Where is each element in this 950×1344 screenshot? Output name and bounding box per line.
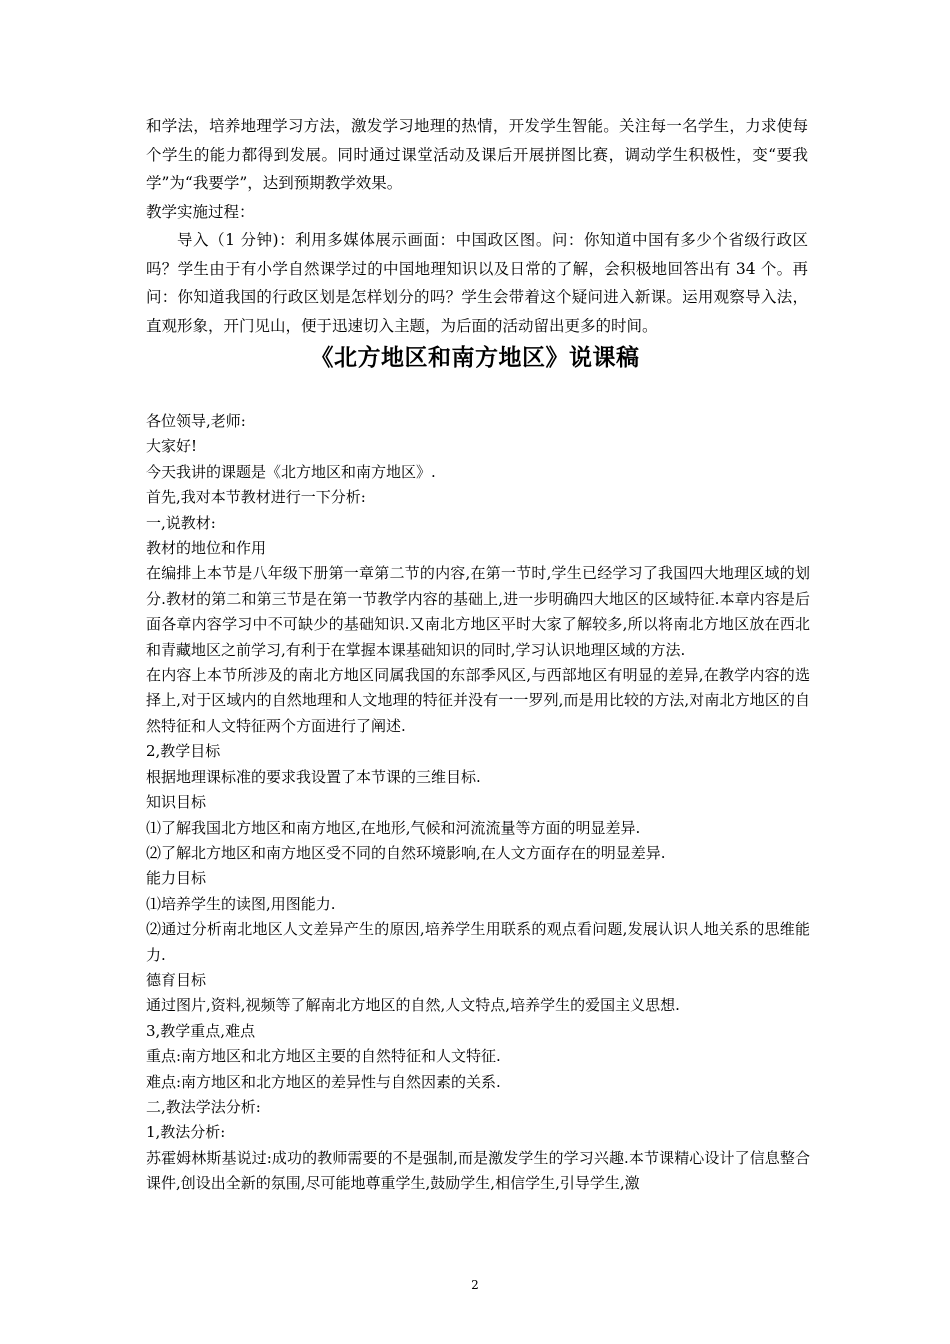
section-heading: 二,教法学法分析: <box>146 1097 261 1116</box>
subsection-heading: 知识目标 <box>146 793 207 812</box>
body-line: 首先,我对本节教材进行一下分析: <box>146 488 366 507</box>
page-number: 2 <box>471 1278 479 1292</box>
body-paragraph: 苏霍姆林斯基说过:成功的教师需要的不是强制,而是激发学生的学习兴趣.本节课精心设计了信息整合课件,创设出全新的氛围,尽可能地尊重学生,鼓励学生,相信学生,引导学生,激 <box>146 1148 810 1193</box>
subsection-heading: 3,教学重点,难点 <box>146 1021 256 1040</box>
body-line: 今天我讲的课题是《北方地区和南方地区》. <box>146 462 436 481</box>
body-paragraph: 在内容上本节所涉及的南北方地区同属我国的东部季风区,与西部地区有明显的差异,在教学内容的选择上,对于区域内的自然地理和人文地理的特征并没有一一罗列,而是用比较的方法,对南北方地区的自然特征和人文特征两个方面进行了阐述. <box>146 666 810 735</box>
intro-section <box>146 112 808 340</box>
body-line: 难点:南方地区和北方地区的差异性与自然因素的关系. <box>146 1072 501 1091</box>
body-line: 大家好! <box>146 437 198 456</box>
body-section <box>146 409 810 1197</box>
list-item: ⑵通过分析南北地区人文差异产生的原因,培养学生用联系的观点看问题,发展认识人地关系的思维能力. <box>146 920 810 964</box>
subsection-heading: 教材的地位和作用 <box>146 539 267 558</box>
body-paragraph: 在编排上本节是八年级下册第一章第二节的内容,在第一节时,学生已经学习了我国四大地理区域的划分.教材的第二和第三节是在第一节教学内容的基础上,进一步明确四大地区的区域特征.本章内容是后面各章内容学习中不可缺少的基础知识.又南北方地区平时大家了解较多,所以将南北方地区放在西北和青藏地区之前学习,有利于在掌握本课基础知识的同时,学习认识地理区域的方法. <box>146 564 810 659</box>
subsection-heading: 能力目标 <box>146 869 207 888</box>
list-item: ⑵了解北方地区和南方地区受不同的自然环境影响,在人文方面存在的明显差异. <box>146 843 666 862</box>
section-heading: 一,说教材: <box>146 513 216 532</box>
body-line: 通过图片,资料,视频等了解南北方地区的自然,人文特点,培养学生的爱国主义思想. <box>146 996 680 1015</box>
document-title: 《北方地区和南方地区》说课稿 <box>310 345 640 371</box>
intro-paragraph: 和学法，培养地理学习方法，激发学习地理的热情，开发学生智能。关注每一名学生，力求使每个学生的能力都得到发展。同时通过课堂活动及课后开展拼图比赛，调动学生积极性，变“要我学”为“我要学”，达到预期教学效果。 <box>146 117 808 192</box>
body-line: 重点:南方地区和北方地区主要的自然特征和人文特征. <box>146 1047 501 1066</box>
intro-heading: 教学实施过程： <box>146 202 255 221</box>
subsection-heading: 2,教学目标 <box>146 742 221 761</box>
intro-paragraph: 导入（1 分钟)：利用多媒体展示画面：中国政区图。问：你知道中国有多少个省级行政区吗？学生由于有小学自然课学过的中国地理知识以及日常的了解，会积极地回答出有 34 个。再问：你知道我国的行政区划是怎样划分的吗？学生会带着这个疑问进入新课。运用观察导入法，直观形象，开门见山，便于迅速切入主题，为后面的活动留出更多的时间。 <box>146 231 808 335</box>
list-item: ⑴培养学生的读图,用图能力. <box>146 894 336 913</box>
body-line: 各位领导,老师: <box>146 412 246 430</box>
list-item: ⑴了解我国北方地区和南方地区,在地形,气候和河流流量等方面的明显差异. <box>146 818 641 837</box>
body-line: 根据地理课标准的要求我设置了本节课的三维目标. <box>146 767 481 786</box>
subsection-heading: 1,教法分析: <box>146 1123 226 1142</box>
subsection-heading: 德育目标 <box>146 970 207 989</box>
